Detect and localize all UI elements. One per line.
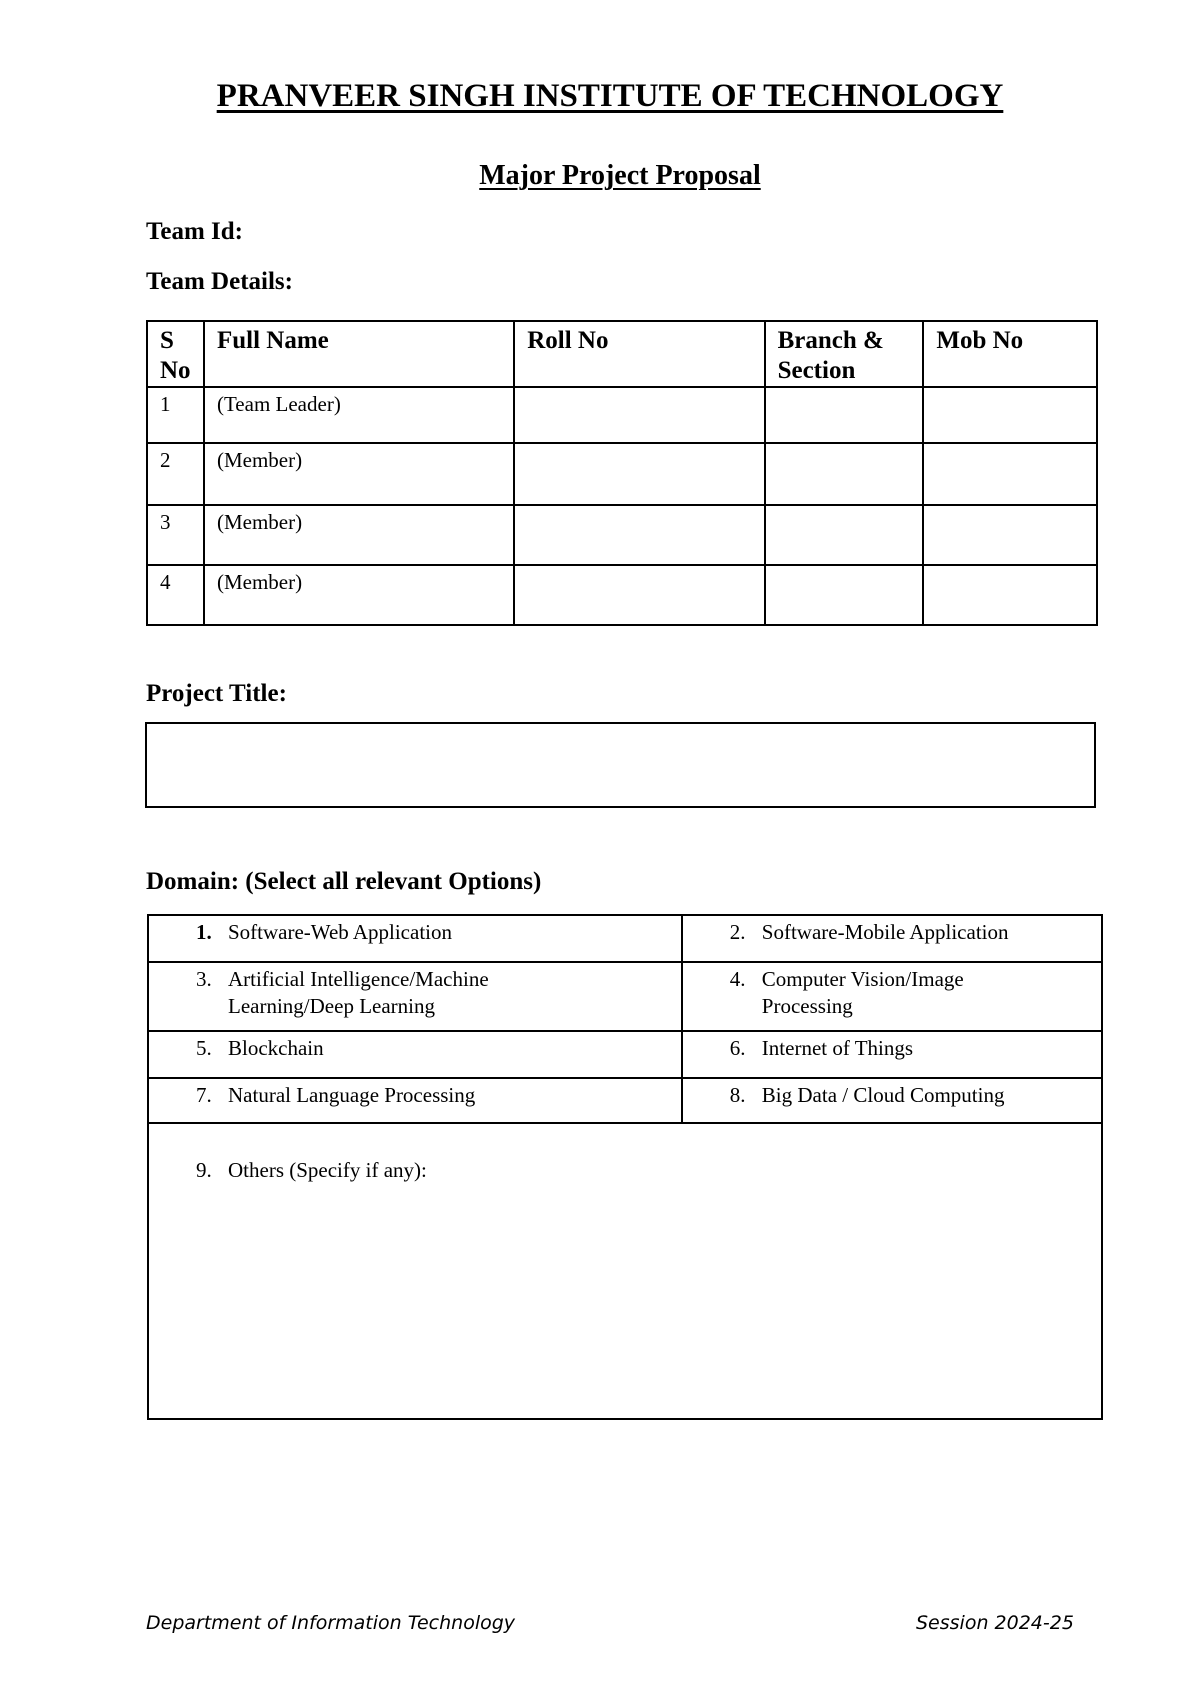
option-label: Natural Language Processing bbox=[228, 1083, 476, 1107]
cell-branch-section[interactable] bbox=[765, 387, 924, 443]
domain-row bbox=[148, 1078, 1102, 1123]
option-number: 3. bbox=[196, 967, 212, 991]
domain-option-4[interactable] bbox=[682, 962, 1102, 1031]
option-label: Software-Mobile Application bbox=[761, 920, 1009, 944]
option-number: 1. bbox=[196, 920, 212, 944]
domain-option-2[interactable] bbox=[682, 915, 1102, 962]
cell-sno: 1 bbox=[147, 387, 204, 443]
domain-row bbox=[148, 1031, 1102, 1078]
team-details-table bbox=[146, 320, 1098, 626]
footer-department: Department of Information Technology bbox=[146, 1612, 516, 1634]
option-number: 6. bbox=[729, 1036, 746, 1060]
cell-full-name[interactable]: (Team Leader) bbox=[204, 387, 514, 443]
team-table-header-row bbox=[147, 321, 1097, 387]
team-id-label: Team Id: bbox=[146, 218, 244, 245]
cell-full-name[interactable]: (Member) bbox=[204, 565, 514, 625]
cell-mob-no[interactable] bbox=[923, 565, 1097, 625]
header-roll-no: Roll No bbox=[514, 321, 764, 387]
option-number: 4. bbox=[729, 967, 746, 991]
header-sno-line1: S bbox=[160, 327, 174, 354]
domain-option-6[interactable] bbox=[682, 1031, 1102, 1078]
option-label: Artificial Intelligence/Machine Learning/Deep Learning bbox=[228, 967, 489, 1018]
domain-label: Domain: (Select all relevant Options) bbox=[146, 868, 542, 895]
option-label: Blockchain bbox=[228, 1036, 324, 1060]
cell-sno: 4 bbox=[147, 565, 204, 625]
cell-sno: 3 bbox=[147, 505, 204, 565]
cell-branch-section[interactable] bbox=[765, 565, 924, 625]
table-row bbox=[147, 443, 1097, 505]
cell-branch-section[interactable] bbox=[765, 443, 924, 505]
footer-session: Session 2024-25 bbox=[916, 1612, 1074, 1634]
option-label: Software-Web Application bbox=[228, 920, 452, 944]
cell-full-name[interactable]: (Member) bbox=[204, 443, 514, 505]
header-mob-no: Mob No bbox=[923, 321, 1097, 387]
cell-mob-no[interactable] bbox=[923, 443, 1097, 505]
option-label: Big Data / Cloud Computing bbox=[761, 1083, 1005, 1107]
cell-roll-no[interactable] bbox=[514, 443, 764, 505]
domain-option-3[interactable] bbox=[148, 962, 682, 1031]
domain-option-8[interactable] bbox=[682, 1078, 1102, 1123]
cell-roll-no[interactable] bbox=[514, 505, 764, 565]
domain-row bbox=[148, 915, 1102, 962]
option-number: 9. bbox=[196, 1158, 212, 1182]
cell-branch-section[interactable] bbox=[765, 505, 924, 565]
header-branch-line1: Branch & bbox=[777, 327, 884, 354]
domain-option-5[interactable] bbox=[148, 1031, 682, 1078]
domain-options-table bbox=[147, 914, 1103, 1420]
team-details-label: Team Details: bbox=[146, 268, 293, 295]
domain-option-7[interactable] bbox=[148, 1078, 682, 1123]
project-title-box[interactable] bbox=[145, 722, 1096, 808]
cell-mob-no[interactable] bbox=[923, 505, 1097, 565]
form-title: Major Project Proposal bbox=[479, 160, 761, 191]
cell-roll-no[interactable] bbox=[514, 565, 764, 625]
cell-sno: 2 bbox=[147, 443, 204, 505]
header-sno-line2: No bbox=[160, 357, 191, 384]
cell-mob-no[interactable] bbox=[923, 387, 1097, 443]
header-full-name: Full Name bbox=[204, 321, 514, 387]
institute-title: PRANVEER SINGH INSTITUTE OF TECHNOLOGY bbox=[216, 78, 1004, 114]
domain-row bbox=[148, 1123, 1102, 1419]
domain-option-9-others[interactable] bbox=[148, 1123, 1102, 1419]
domain-option-1[interactable] bbox=[148, 915, 682, 962]
header-branch-line2: Section bbox=[777, 357, 856, 384]
option-number: 5. bbox=[196, 1036, 212, 1060]
option-number: 2. bbox=[729, 920, 746, 944]
table-row bbox=[147, 565, 1097, 625]
table-row bbox=[147, 505, 1097, 565]
header-branch-section bbox=[765, 321, 924, 387]
header-sno bbox=[147, 321, 204, 387]
option-label: Internet of Things bbox=[761, 1036, 914, 1060]
project-title-label: Project Title: bbox=[146, 680, 287, 707]
option-label: Computer Vision/Image Processing bbox=[761, 967, 964, 1018]
option-label: Others (Specify if any): bbox=[228, 1158, 427, 1182]
domain-row bbox=[148, 962, 1102, 1031]
cell-roll-no[interactable] bbox=[514, 387, 764, 443]
option-number: 8. bbox=[729, 1083, 746, 1107]
option-number: 7. bbox=[196, 1083, 212, 1107]
cell-full-name[interactable]: (Member) bbox=[204, 505, 514, 565]
table-row bbox=[147, 387, 1097, 443]
